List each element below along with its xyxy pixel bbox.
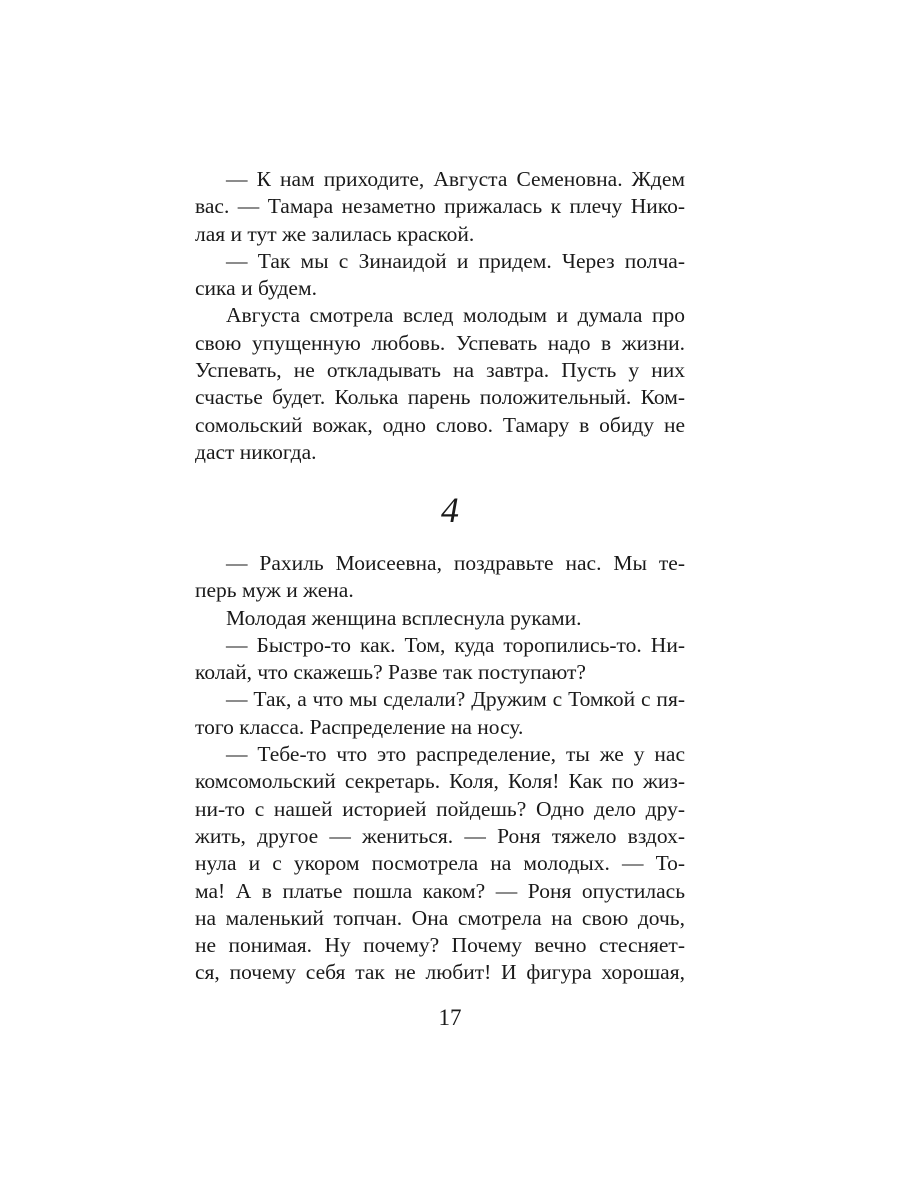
text-line: Августа смотрела вслед молодым и думала про — [226, 303, 685, 328]
text-line: лая и тут же залилась краской. — [195, 221, 475, 246]
chapter-number: 4 — [441, 490, 459, 530]
text-line: нула и с укором посмотрела на молодых. — То- — [195, 851, 685, 876]
text-block-bottom — [195, 550, 685, 987]
text-line: счастье будет. Колька парень положительный. Ком- — [195, 385, 685, 410]
text-line: Успевать, не откладывать на завтра. Пусть у них — [195, 358, 685, 383]
text-line: сомольский вожак, одно слово. Тамару в обиду не — [195, 412, 685, 437]
text-line: — Рахиль Моисеевна, поздравьте нас. Мы те- — [226, 551, 685, 575]
text-line: — Быстро-то как. Том, куда торопились-то. Ни- — [226, 632, 685, 657]
text-line: жить, другое — жениться. — Роня тяжело вздох- — [195, 823, 685, 848]
page-number: 17 — [438, 1005, 462, 1030]
text-line: сика и будем. — [195, 276, 317, 301]
text-line: — К нам приходите, Августа Семеновна. Ждем — [226, 167, 685, 191]
text-line: — Тебе-то что это распределение, ты же у нас — [226, 742, 685, 767]
text-line: Молодая женщина всплеснула руками. — [226, 605, 582, 630]
text-line: ся, почему себя так не любит! И фигура хорошая, — [195, 960, 685, 985]
text-line: ни-то с нашей историей пойдешь? Одно дело дру- — [195, 796, 685, 821]
text-line: того класса. Распределение на носу. — [195, 714, 524, 739]
text-line: на маленький топчан. Она смотрела на свою дочь, — [195, 905, 685, 930]
text-block-top — [195, 166, 685, 466]
text-line: свою упущенную любовь. Успевать надо в жизни. — [195, 330, 685, 355]
text-line: комсомольский секретарь. Коля, Коля! Как по жиз- — [195, 769, 685, 794]
text-line: даст никогда. — [195, 439, 317, 464]
text-line: перь муж и жена. — [195, 578, 354, 603]
text-line: вас. — Тамара незаметно прижалась к плечу Нико- — [195, 194, 685, 219]
text-line: колай, что скажешь? Разве так поступают? — [195, 660, 586, 685]
text-line: не понимая. Ну почему? Почему вечно стесняет- — [195, 933, 685, 958]
text-line: — Так, а что мы сделали? Дружим с Томкой с пя- — [226, 687, 685, 712]
text-line: — Так мы с Зинаидой и придем. Через полча- — [226, 248, 685, 273]
text-line: ма! А в платье пошла каком? — Роня опустилась — [195, 878, 685, 903]
